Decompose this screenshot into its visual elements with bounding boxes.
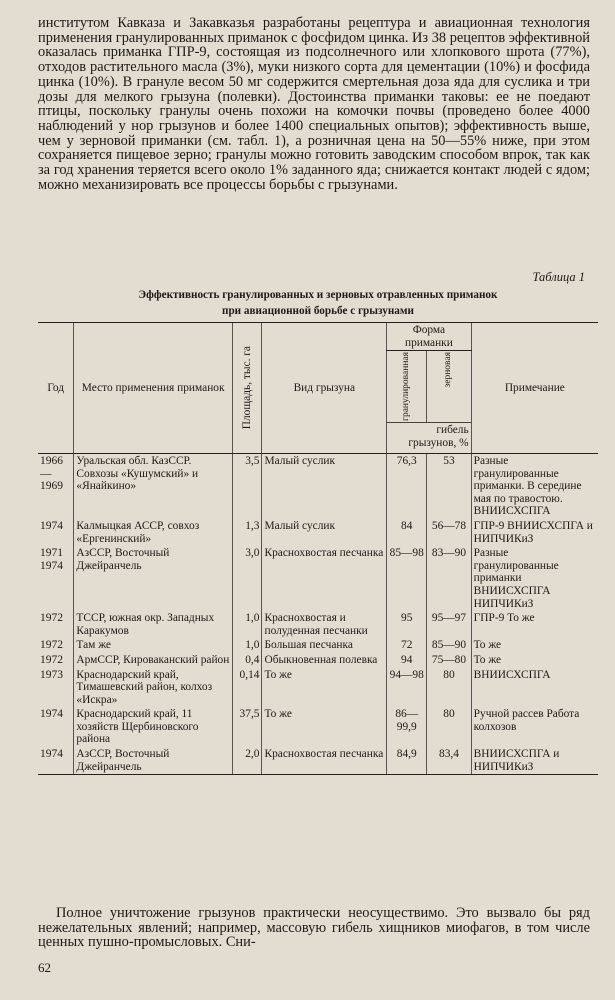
row-place: АзССР, Восточный Джейранчель [74, 747, 232, 775]
row-grain: 56—78 [427, 519, 471, 546]
header-grain [427, 351, 471, 423]
row-granulated: 95 [387, 611, 427, 638]
row-place: АзССР, Восточный Джейранчель [74, 546, 232, 611]
row-area: 1,3 [232, 519, 262, 546]
row-year: 1971 1974 [40, 547, 63, 572]
row-rodent: Краснохвостая песчанка [262, 546, 387, 611]
row-note: ВНИИСХСПГА и НИПЧИКиЗ [471, 747, 598, 775]
table-row [38, 653, 598, 668]
table-row [38, 546, 598, 611]
row-rodent: Малый суслик [262, 519, 387, 546]
row-area: 1,0 [232, 611, 262, 638]
table-row [38, 747, 598, 775]
row-rodent: То же [262, 668, 387, 708]
row-year: 1972 [40, 639, 63, 652]
row-granulated: 84 [387, 519, 427, 546]
row-rodent: Большая песчанка [262, 638, 387, 653]
row-granulated: 86—99,9 [387, 707, 427, 747]
row-year: 1974 [40, 519, 63, 532]
row-place: Краснодарский край, 11 хозяйств Щербиновского района [74, 707, 232, 747]
row-note: Разные гранулированные приманки. В середине мая по травостою. ВНИИСХСПГА [471, 454, 598, 519]
row-grain: 80 [427, 668, 471, 708]
row-area: 37,5 [232, 707, 262, 747]
row-year: 1973 [40, 668, 63, 681]
row-granulated: 72 [387, 638, 427, 653]
row-note: Ручной рассев Работа колхозов [471, 707, 598, 747]
header-note: Примечание [471, 323, 598, 454]
row-year: 1966—1969 [40, 455, 63, 493]
header-place: Место применения приманок [74, 323, 232, 454]
row-place: Калмыцкая АССР, совхоз «Ергенинский» [74, 519, 232, 546]
row-year: 1974 [38, 747, 74, 775]
row-granulated: 94—98 [387, 668, 427, 708]
table-row [38, 668, 598, 708]
row-note: ГПР-9 ВНИИСХСПГА и НИПЧИКиЗ [471, 519, 598, 546]
header-year: Год [38, 323, 74, 454]
efficiency-table [38, 322, 598, 775]
row-year: 1974 [40, 708, 63, 721]
table-title-line-1: Эффективность гранулированных и зерновых отравленных приманок [138, 289, 498, 301]
table-title-line-2: при авиационной борьбе с грызунами [222, 305, 414, 317]
row-area: 0,4 [232, 653, 262, 668]
page-number: 62 [38, 960, 51, 975]
row-granulated: 84,9 [387, 747, 427, 775]
row-rodent: Краснохвостая песчанка [262, 747, 387, 775]
row-grain: 83,4 [427, 747, 471, 775]
row-area: 3,5 [232, 454, 262, 519]
outro-paragraph: Полное уничтожение грызунов практически неосуществимо. Это вызвало бы ряд нежелательных явлений; например, массовую гибель хищников миофагов, в том числе ценных пушно-промысловых. Сни- [38, 905, 590, 951]
row-year: 1972 [40, 653, 63, 666]
table-row [38, 454, 598, 519]
row-grain: 83—90 [427, 546, 471, 611]
row-granulated: 76,3 [387, 454, 427, 519]
table-row [38, 638, 598, 653]
row-place: ТССР, южная окр. Западных Каракумов [74, 611, 232, 638]
intro-paragraph: институтом Кавказа и Закавказья разработаны рецептура и авиационная технология применения гранулированных приманок с фосфидом цинка. Из 38 рецептов эффективной оказалась приманка ГПР-9, состоящая из подсолнечного или хлопкового шрота (77%), отходов растительного масла (3%), муки низкого сорта для цементации (10%) и фосфида цинка (10%). В грануле весом 50 мг содержится смертельная доза яда для суслика и три дозы для мелкого грызуна (полевки). Достоинства приманки таковы: ее не поедают птицы, поскольку гранулы очень похожи на комочки почвы (проведено более 4000 наблюдений у нор грызунов и более 1400 специальных опытов); эффективность выше, чем у зерновой приманки (см. табл. 1), а розничная цена на 50—55% ниже, при этом сохраняется пищевое зерно; гранулы можно готовить заводским способом впрок, так как за год хранения теряется всего около 1% заданного яда; снижается контакт людей с ядом; можно механизировать все процессы борьбы с грызунами. [38, 15, 590, 193]
table-title [38, 287, 598, 319]
row-rodent: Краснохвостая и полуденная песчанки [262, 611, 387, 638]
header-rodent: Вид грызуна [262, 323, 387, 454]
row-note: То же [471, 638, 598, 653]
row-place: Краснодарский край, Тимашевский район, колхоз «Искра» [74, 668, 232, 708]
row-area: 3,0 [232, 546, 262, 611]
row-year: 1972 [40, 612, 63, 625]
row-note: Разные гранулированные приманки ВНИИСХСПГА НИПЧИКиЗ [471, 546, 598, 611]
row-rodent: Обыкновенная полевка [262, 653, 387, 668]
header-granulated [387, 351, 427, 423]
row-granulated: 85—98 [387, 546, 427, 611]
row-place: Уральская обл. КазССР. Совхозы «Кушумский» и «Янайкино» [74, 454, 232, 519]
row-area: 1,0 [232, 638, 262, 653]
row-grain: 75—80 [427, 653, 471, 668]
table-row [38, 707, 598, 747]
row-grain: 95—97 [427, 611, 471, 638]
header-area-text: Площадь, тыс. га [240, 346, 253, 430]
header-grain-text: зерновая [443, 352, 454, 388]
header-bait-form: Форма приманки [387, 323, 472, 351]
row-note: ВНИИСХСПГА [471, 668, 598, 708]
row-grain: 53 [427, 454, 471, 519]
row-area: 0,14 [232, 668, 262, 708]
row-rodent: Малый суслик [262, 454, 387, 519]
table-row [38, 611, 598, 638]
row-granulated: 94 [387, 653, 427, 668]
table-caption: Таблица 1 [532, 270, 585, 284]
row-area: 2,0 [232, 747, 262, 775]
row-place: АрмССР, Кироваканский район [74, 653, 232, 668]
table-body [38, 454, 598, 775]
header-granulated-text: гранулированная [401, 352, 412, 422]
header-mortality: гибель грызунов, % [387, 423, 472, 454]
table-row [38, 519, 598, 546]
row-note: То же [471, 653, 598, 668]
header-area [232, 323, 262, 454]
row-grain: 80 [427, 707, 471, 747]
row-grain: 85—90 [427, 638, 471, 653]
row-place: Там же [74, 638, 232, 653]
row-rodent: То же [262, 707, 387, 747]
row-note: ГПР-9 То же [471, 611, 598, 638]
